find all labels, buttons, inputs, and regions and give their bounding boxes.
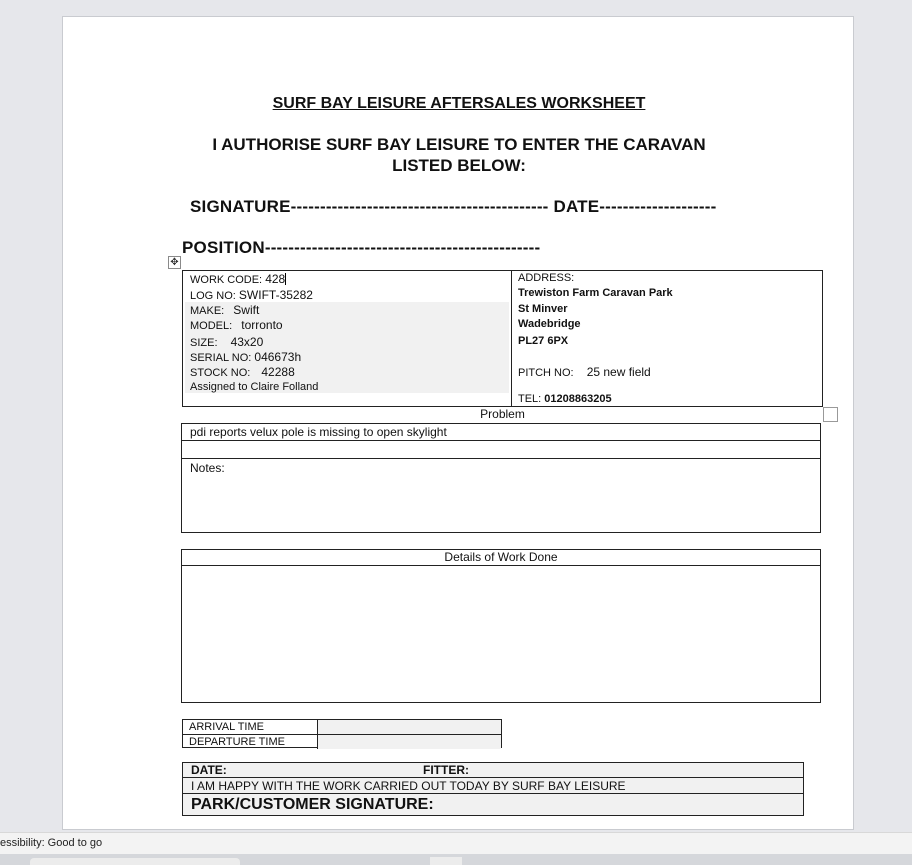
table-move-handle-icon[interactable]: ✥ <box>168 256 181 269</box>
problem-description[interactable]: pdi reports velux pole is missing to open skylight <box>182 424 820 441</box>
size-label: SIZE: <box>190 337 218 349</box>
document-title: SURF BAY LEISURE AFTERSALES WORKSHEET <box>272 95 646 112</box>
assigned-text[interactable]: Assigned to Claire Folland <box>190 381 319 393</box>
size-row[interactable] <box>190 335 263 349</box>
date-fitter-row[interactable] <box>183 763 803 778</box>
log-no-label: LOG NO: <box>190 290 236 302</box>
make-value[interactable]: Swift <box>233 303 260 317</box>
notes-label[interactable]: Notes: <box>190 461 225 475</box>
address-line-2[interactable]: St Minver <box>518 303 568 315</box>
customer-signature-label[interactable]: PARK/CUSTOMER SIGNATURE: <box>191 796 434 813</box>
serial-value[interactable]: 046673h <box>254 350 302 364</box>
authorisation-line-2: LISTED BELOW: <box>392 156 526 175</box>
date-label: DATE: <box>191 763 227 777</box>
work-done-header: Details of Work Done <box>182 550 820 566</box>
address-line-1[interactable]: Trewiston Farm Caravan Park <box>518 287 673 299</box>
tel-value[interactable]: 01208863205 <box>544 393 612 405</box>
position-line: POSITION----------------------------------------------- <box>182 238 541 257</box>
text-cursor <box>285 273 286 285</box>
make-label: MAKE: <box>190 305 225 317</box>
arrival-time-value[interactable] <box>317 720 501 734</box>
make-row[interactable] <box>190 303 259 317</box>
model-row[interactable] <box>190 318 283 332</box>
authorisation-line-1: I AUTHORISE SURF BAY LEISURE TO ENTER THE CARAVAN <box>212 135 706 154</box>
serial-row[interactable] <box>190 350 301 364</box>
signoff-table[interactable] <box>182 762 804 816</box>
info-column-divider <box>511 271 512 406</box>
problem-table[interactable] <box>181 423 821 533</box>
table-resize-box[interactable] <box>823 407 838 422</box>
taskbar-search-pill[interactable] <box>30 858 240 865</box>
model-value[interactable]: torronto <box>241 318 283 332</box>
address-label: ADDRESS: <box>518 272 575 284</box>
serial-label: SERIAL NO: <box>190 352 252 364</box>
model-label: MODEL: <box>190 320 233 332</box>
tel-row[interactable] <box>518 393 612 405</box>
work-code-label: WORK CODE: <box>190 274 263 286</box>
arrival-time-label: ARRIVAL TIME <box>189 721 264 733</box>
satisfaction-statement: I AM HAPPY WITH THE WORK CARRIED OUT TODAY BY SURF BAY LEISURE <box>183 778 803 794</box>
address-line-4[interactable]: PL27 6PX <box>518 335 569 347</box>
problem-empty-row[interactable] <box>182 441 820 459</box>
taskbar-app-button[interactable] <box>430 857 462 865</box>
fitter-label: FITTER: <box>423 763 469 777</box>
stock-value[interactable]: 42288 <box>261 365 295 379</box>
size-value[interactable]: 43x20 <box>230 335 264 349</box>
stock-row[interactable] <box>190 365 295 379</box>
pitch-row[interactable] <box>518 365 651 379</box>
departure-time-label: DEPARTURE TIME <box>189 736 285 748</box>
signature-date-line: SIGNATURE-------------------------------------------- DATE-------------------- <box>190 197 717 216</box>
time-table[interactable] <box>182 719 502 748</box>
work-code-value[interactable]: 428 <box>265 272 286 286</box>
departure-time-value[interactable] <box>317 735 501 749</box>
address-line-3[interactable]: Wadebridge <box>518 318 581 330</box>
log-no-value[interactable]: SWIFT-35282 <box>238 288 313 302</box>
pitch-value[interactable]: 25 new field <box>586 365 651 379</box>
tel-label: TEL: <box>518 393 542 405</box>
document-page[interactable] <box>62 16 854 830</box>
log-no-row[interactable] <box>190 288 313 302</box>
caravan-info-table[interactable] <box>182 270 823 407</box>
arrival-row[interactable] <box>183 720 501 734</box>
problem-header: Problem <box>480 407 525 421</box>
work-done-table[interactable] <box>181 549 821 703</box>
work-code-row[interactable] <box>190 272 286 286</box>
pitch-label: PITCH NO: <box>518 367 574 379</box>
stock-label: STOCK NO: <box>190 367 251 379</box>
status-bar <box>0 832 912 854</box>
accessibility-status[interactable]: essibility: Good to go <box>0 837 103 849</box>
departure-row[interactable] <box>183 734 501 748</box>
